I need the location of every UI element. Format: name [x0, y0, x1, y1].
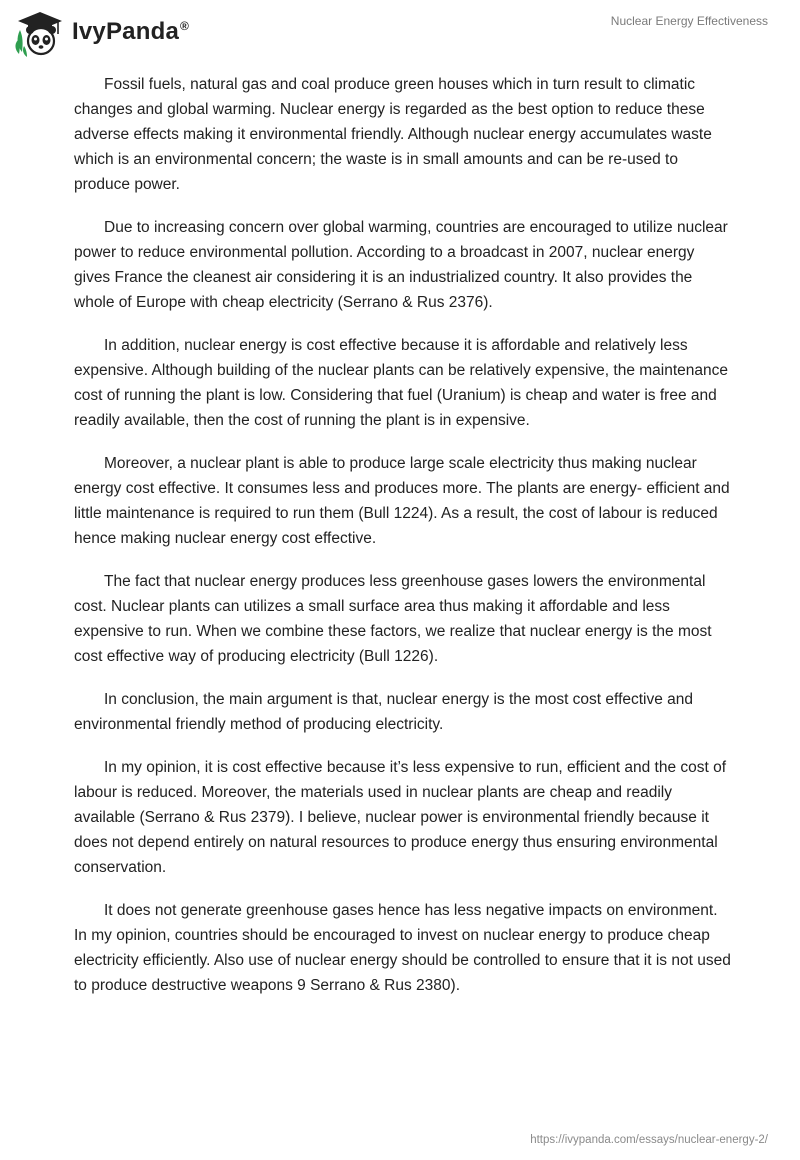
ivypanda-logo[interactable]	[14, 10, 189, 58]
paragraph: The fact that nuclear energy produces less greenhouse gases lowers the environmental cost. Nuclear plants can utilizes a small surface area thus making it affordable and less expensive to run. When we combine these factors, we realize that nuclear energy is the most cost effective way of producing electricity (Bull 1226).	[74, 573, 712, 665]
page-header	[0, 0, 800, 70]
paragraph: In conclusion, the main argument is that, nuclear energy is the most cost effective and environmental friendly method of producing electricity.	[74, 691, 694, 733]
paragraph: Fossil fuels, natural gas and coal produce green houses which in turn result to climatic changes and global warming. Nuclear energy is regarded as the best option to reduce these adverse effects making it environmental friendly. Although nuclear energy accumulates waste which is an environmental concern; the waste is in small amounts and can be re-used to produce power.	[74, 76, 712, 193]
paragraph: Moreover, a nuclear plant is able to produce large scale electricity thus making nuclear energy cost effective. It consumes less and produces more. The plants are energy- efficient and little maintenance is required to run them (Bull 1224). As a result, the cost of labour is reduced hence making nuclear energy cost effective.	[74, 455, 730, 547]
paragraph: Due to increasing concern over global warming, countries are encouraged to utilize nuclear power to reduce environmental pollution. According to a broadcast in 2007, nuclear energy gives France the cleanest air considering it is an industrialized country. It also provides the whole of Europe with cheap electricity (Serrano & Rus 2376).	[74, 219, 728, 311]
brand-name	[72, 18, 189, 46]
source-url-link[interactable]: https://ivypanda.com/essays/nuclear-energy-2/	[530, 1134, 768, 1146]
essay-body	[74, 72, 734, 1016]
paragraph: In my opinion, it is cost effective because it’s less expensive to run, efficient and the cost of labour is reduced. Moreover, the materials used in nuclear plants are cheap and readily available (Serrano & Rus 2379). I believe, nuclear power is environmental friendly because it does not depend entirely on natural resources to produce energy thus ensuring environmental conservation.	[74, 759, 727, 876]
brand-label: IvyPanda	[72, 18, 179, 45]
panda-graduation-icon	[14, 10, 66, 58]
paragraph: It does not generate greenhouse gases hence has less negative impacts on environment. In my opinion, countries should be encouraged to invest on nuclear energy to produce cheap electricity efficiently. Also use of nuclear energy should be controlled to ensure that it is not used to produce destructive weapons 9 Serrano & Rus 2380).	[74, 902, 731, 994]
document-title: Nuclear Energy Effectiveness	[610, 14, 768, 28]
registered-mark: ®	[180, 19, 190, 33]
paragraph: In addition, nuclear energy is cost effective because it is affordable and relatively less expensive. Although building of the nuclear plants can be relatively expensive, the maintenance cost of running the plant is low. Considering that fuel (Uranium) is cheap and water is free and readily available, then the cost of running the plant is in expensive.	[74, 337, 729, 429]
